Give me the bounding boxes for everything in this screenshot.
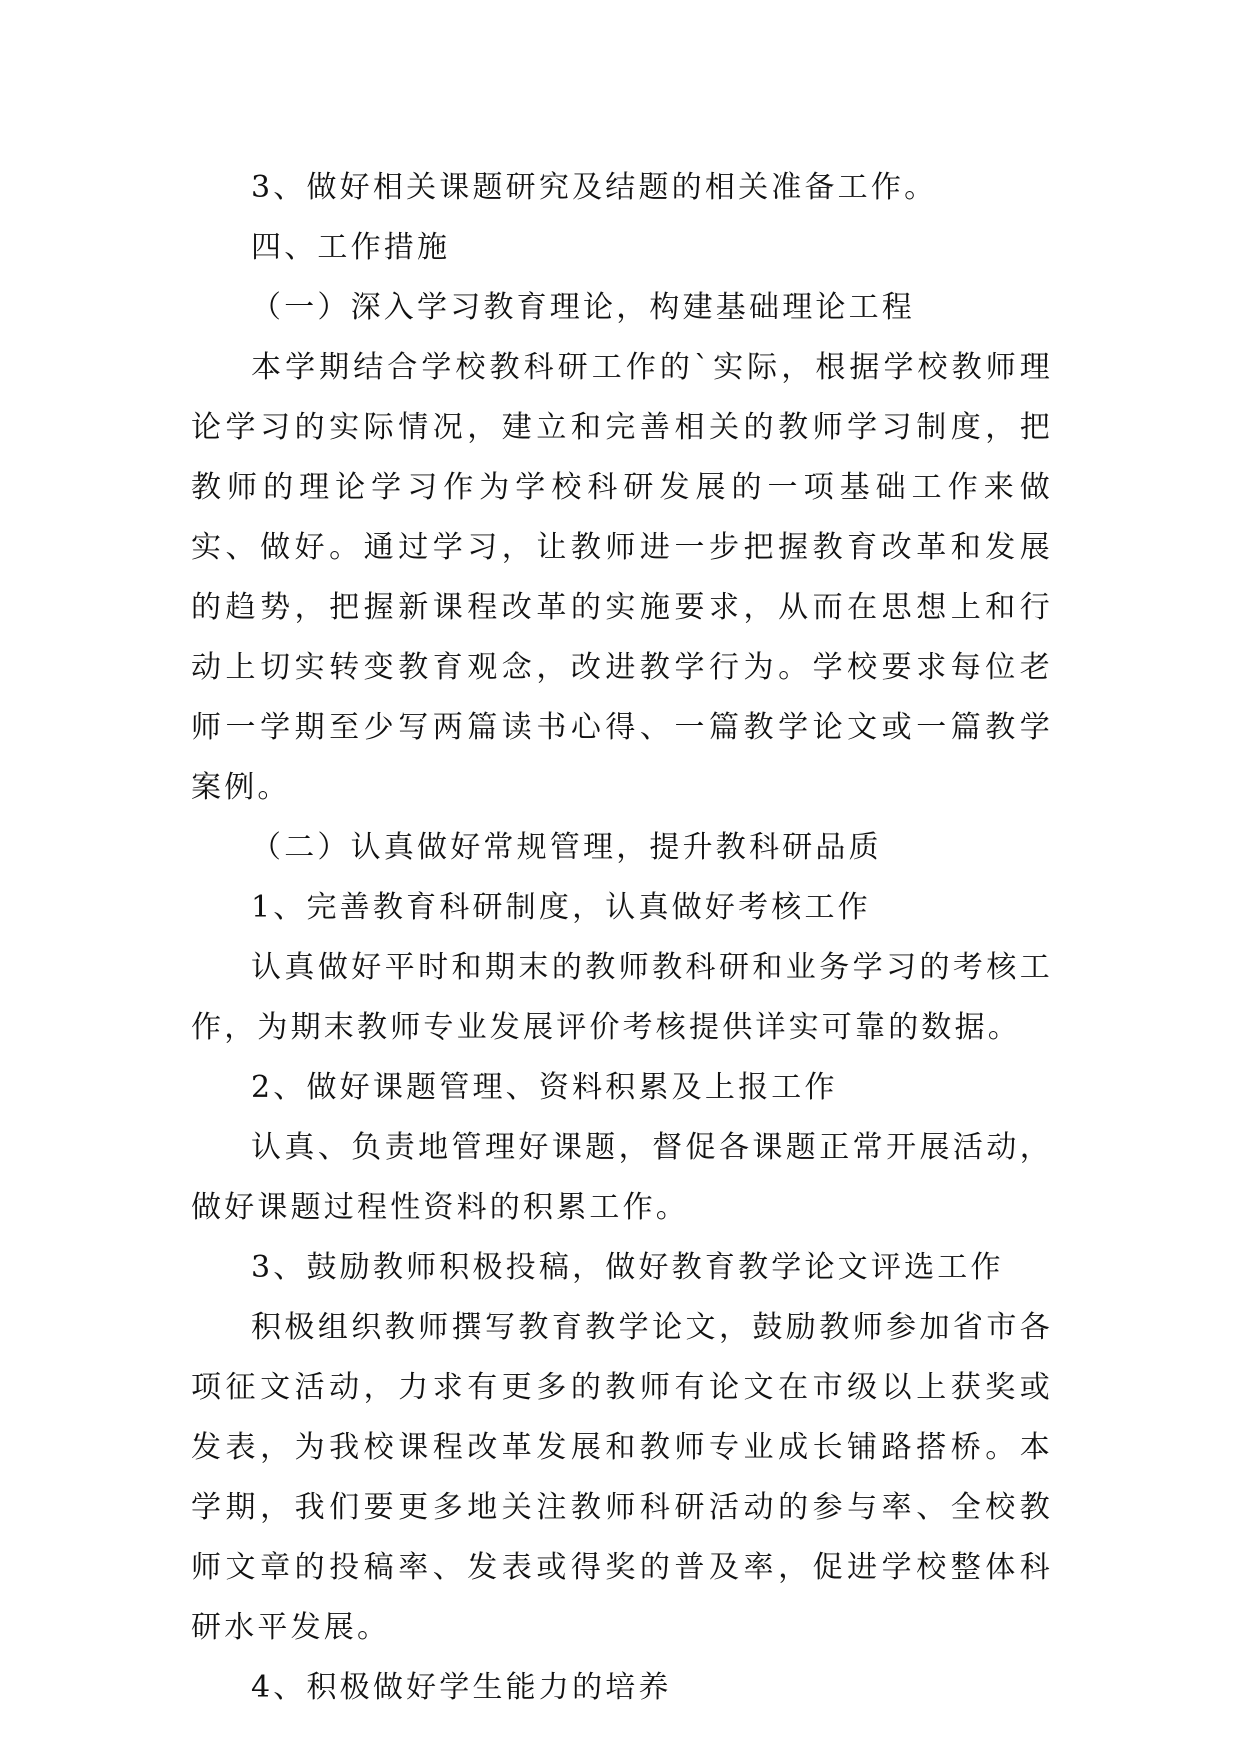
item-3-heading: 3、鼓励教师积极投稿，做好教育教学论文评选工作 [251,1250,1004,1285]
subsection-heading-1: （一）深入学习教育理论，构建基础理论工程 [251,290,915,325]
section-heading-work-measures: 四、工作措施 [251,230,451,265]
item-4-heading: 4、积极做好学生能力的培养 [251,1670,672,1705]
paragraph-project-management: 认真、负责地管理好课题，督促各课题正常开展活动，做好课题过程性资料的积累工作。 [191,1130,1053,1225]
paragraph-assessment: 认真做好平时和期末的教师教科研和业务学习的考核工作，为期末教师专业发展评价考核提供详实可靠的数据。 [191,950,1053,1045]
paragraph-theory-study: 本学期结合学校教科研工作的`实际，根据学校教师理论学习的实际情况，建立和完善相关的教师学习制度，把教师的理论学习作为学校科研发展的一项基础工作来做实、做好。通过学习，让教师进一步把握教育改革和发展的趋势，把握新课程改革的实施要求，从而在思想上和行动上切实转变教育观念，改进教学行为。学校要求每位老师一学期至少写两篇读书心得、一篇教学论文或一篇教学案例。 [191,350,1053,805]
paragraph-paper-submission: 积极组织教师撰写教育教学论文，鼓励教师参加省市各项征文活动，力求有更多的教师有论文在市级以上获奖或发表，为我校课程改革发展和教师专业成长铺路搭桥。本学期，我们要更多地关注教师科研活动的参与率、全校教师文章的投稿率、发表或得奖的普及率，促进学校整体科研水平发展。 [191,1310,1053,1645]
item-2-heading: 2、做好课题管理、资料积累及上报工作 [251,1070,838,1105]
item-1-heading: 1、完善教育科研制度，认真做好考核工作 [251,890,871,925]
document-body [191,158,1053,1718]
item-3-research-preparation: 3、做好相关课题研究及结题的相关准备工作。 [251,170,938,205]
subsection-heading-2: （二）认真做好常规管理，提升教科研品质 [251,830,882,865]
